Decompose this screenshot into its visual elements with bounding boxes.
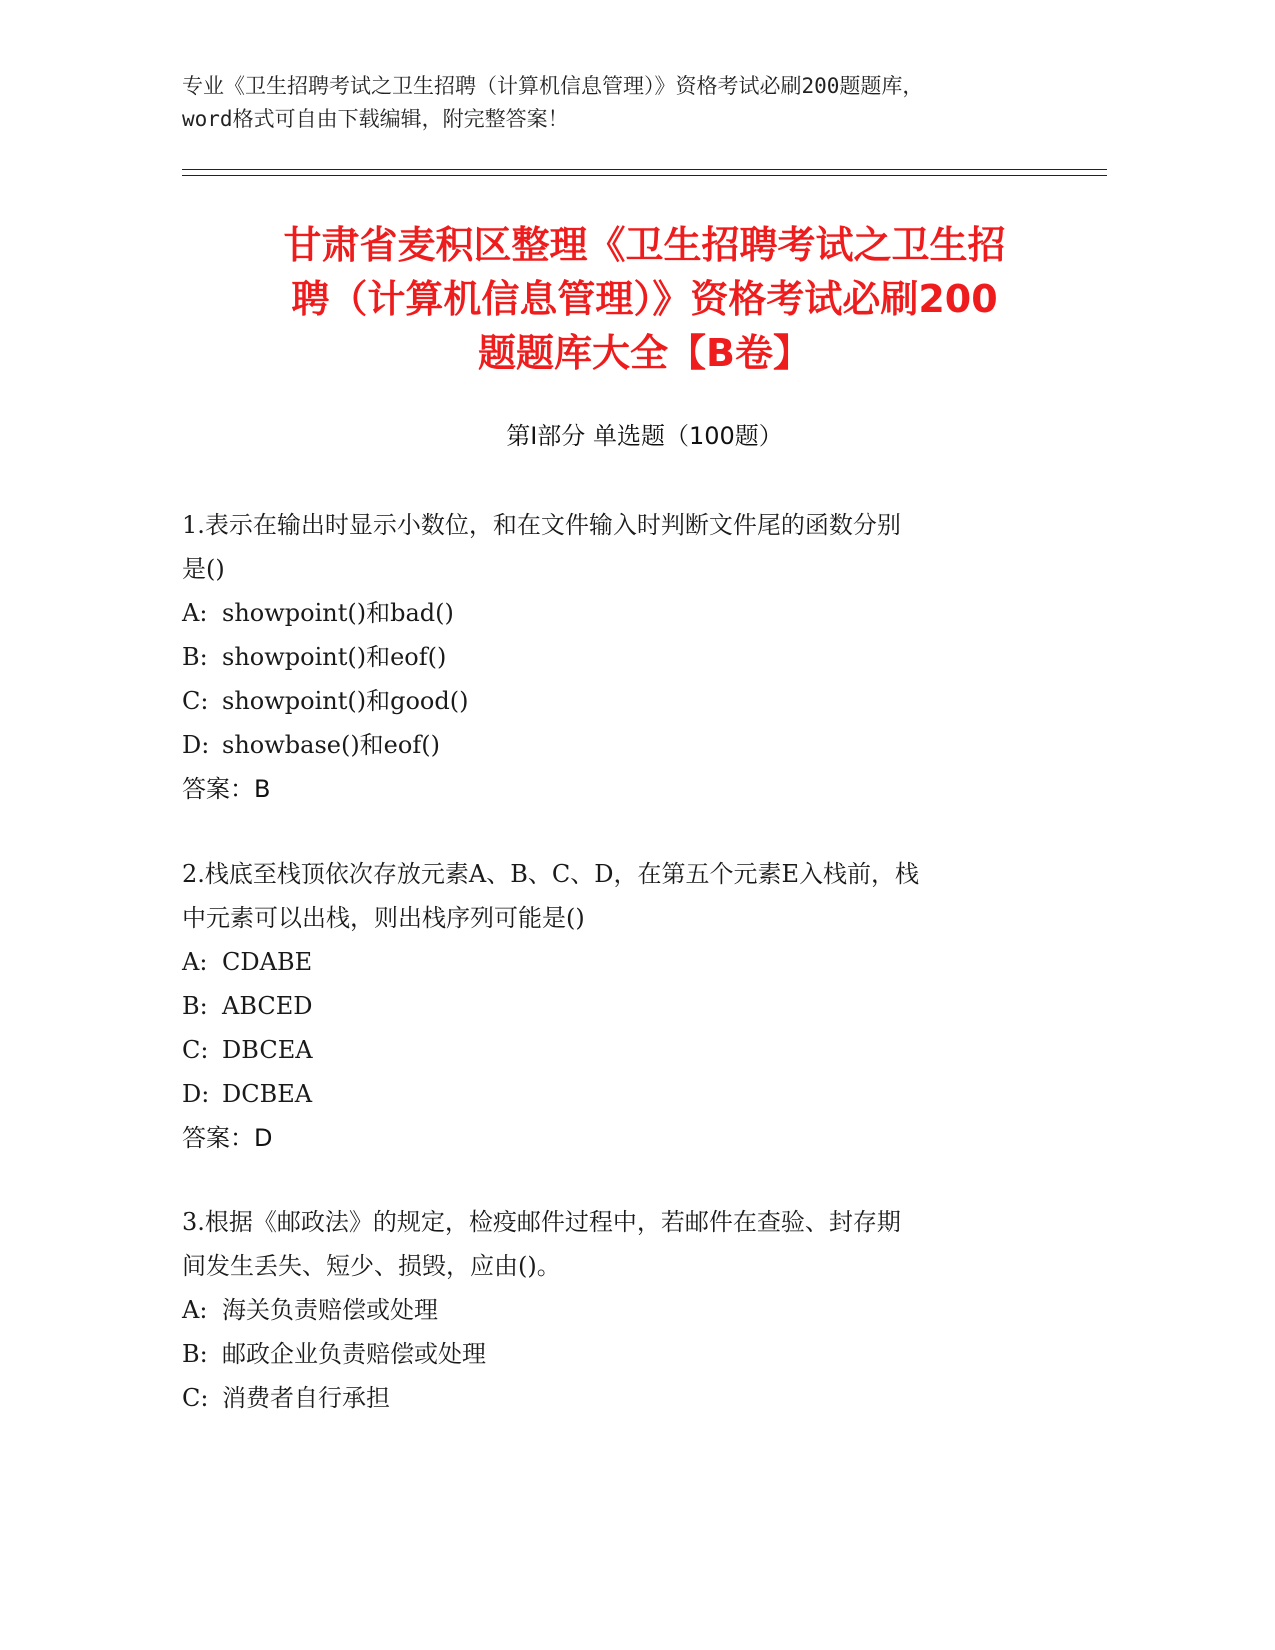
question-stem bbox=[182, 852, 1082, 940]
option-key: C: bbox=[182, 687, 209, 715]
option-key: A: bbox=[182, 1296, 208, 1324]
header-note-line-1: 专业《卫生招聘考试之卫生招聘（计算机信息管理）》资格考试必刷200题题库， bbox=[182, 74, 924, 98]
section-title: 第I部分 单选题（100题） bbox=[506, 422, 783, 450]
option-key: B: bbox=[182, 643, 208, 671]
question-stem-line-2: 中元素可以出栈，则出栈序列可能是() bbox=[182, 904, 585, 932]
question-stem-line-1: 1.表示在输出时显示小数位，和在文件输入时判断文件尾的函数分别 bbox=[182, 511, 901, 539]
option-d bbox=[182, 723, 1082, 767]
option-key: A: bbox=[182, 948, 208, 976]
option-key: D: bbox=[182, 1080, 210, 1108]
answer: 答案：B bbox=[182, 775, 271, 803]
option-key: B: bbox=[182, 992, 208, 1020]
option-c bbox=[182, 679, 1082, 723]
option-key: B: bbox=[182, 1340, 208, 1368]
option-text: DCBEA bbox=[222, 1080, 313, 1108]
option-a bbox=[182, 591, 1082, 635]
option-text: showpoint()和eof() bbox=[222, 643, 447, 671]
document-title bbox=[182, 218, 1107, 380]
option-text: DBCEA bbox=[222, 1036, 313, 1064]
document-title-line-2: 聘（计算机信息管理）》资格考试必刷200 bbox=[291, 277, 998, 321]
option-a bbox=[182, 940, 1082, 984]
option-a bbox=[182, 1288, 1082, 1332]
question-1 bbox=[182, 503, 1082, 811]
option-c bbox=[182, 1028, 1082, 1072]
option-text: showpoint()和bad() bbox=[222, 599, 454, 627]
option-key: A: bbox=[182, 599, 208, 627]
option-b bbox=[182, 635, 1082, 679]
question-3 bbox=[182, 1200, 1082, 1420]
question-stem-line-2: 间发生丢失、短少、损毁，应由()。 bbox=[182, 1252, 561, 1280]
header-rule-top bbox=[182, 169, 1107, 170]
option-text: showbase()和eof() bbox=[222, 731, 440, 759]
header-rule-bottom bbox=[182, 175, 1107, 176]
header-note-line-2: word格式可自由下载编辑，附完整答案！ bbox=[182, 107, 569, 131]
question-stem-line-1: 3.根据《邮政法》的规定，检疫邮件过程中，若邮件在查验、封存期 bbox=[182, 1208, 901, 1236]
option-d bbox=[182, 1072, 1082, 1116]
option-c bbox=[182, 1376, 1082, 1420]
option-text: 邮政企业负责赔偿或处理 bbox=[222, 1340, 486, 1368]
question-stem bbox=[182, 1200, 1082, 1288]
option-text: CDABE bbox=[222, 948, 313, 976]
option-text: ABCED bbox=[222, 992, 313, 1020]
option-key: C: bbox=[182, 1036, 209, 1064]
question-stem-line-1: 2.栈底至栈顶依次存放元素A、B、C、D，在第五个元素E入栈前，栈 bbox=[182, 860, 919, 888]
option-key: D: bbox=[182, 731, 210, 759]
option-text: 海关负责赔偿或处理 bbox=[222, 1296, 438, 1324]
option-key: C: bbox=[182, 1384, 209, 1412]
header-note bbox=[182, 70, 1082, 136]
option-text: 消费者自行承担 bbox=[222, 1384, 390, 1412]
option-b bbox=[182, 984, 1082, 1028]
question-stem bbox=[182, 503, 1082, 591]
document-title-line-1: 甘肃省麦积区整理《卫生招聘考试之卫生招 bbox=[283, 223, 1006, 267]
question-stem-line-2: 是() bbox=[182, 555, 225, 583]
document-title-line-3: 题题库大全【B卷】 bbox=[478, 331, 811, 375]
question-2 bbox=[182, 852, 1082, 1160]
option-b bbox=[182, 1332, 1082, 1376]
option-text: showpoint()和good() bbox=[222, 687, 469, 715]
answer: 答案：D bbox=[182, 1124, 273, 1152]
